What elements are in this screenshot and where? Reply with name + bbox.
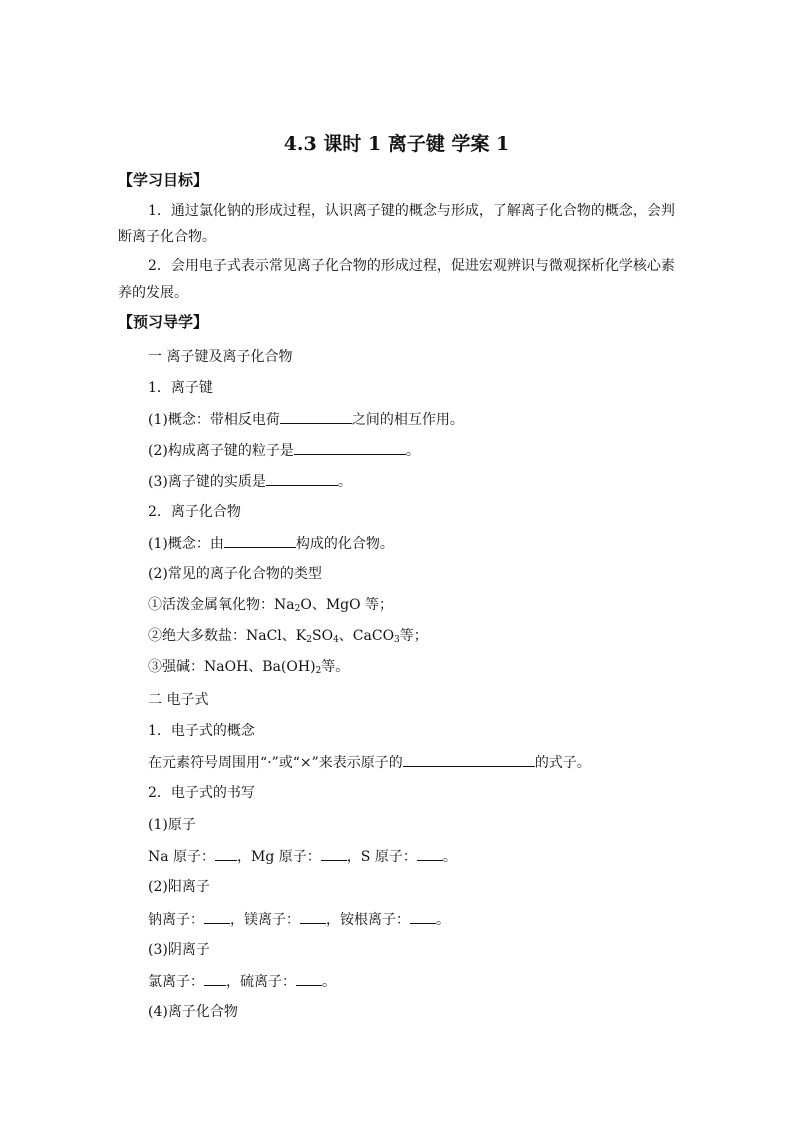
type-3-text-a: ③强碱：NaOH、Ba(OH): [148, 659, 316, 675]
question-5: (2)常见的离子化合物的类型: [148, 566, 322, 582]
type-2-text-b: SO: [311, 628, 334, 644]
cation-text-c: ，铵根离子：: [326, 912, 410, 928]
subscript: 4: [333, 635, 339, 645]
question-2-text-a: (2)构成离子键的粒子是: [148, 443, 294, 459]
answer-blank[interactable]: [296, 971, 322, 986]
type-1-text-a: ①活泼金属氧化物：Na: [148, 597, 295, 613]
atom-line: [148, 846, 708, 867]
type-3: [148, 657, 708, 677]
question-2-text-b: 。: [405, 443, 420, 459]
subscript: 2: [306, 635, 312, 645]
answer-blank[interactable]: [204, 909, 230, 924]
cation-line: [148, 909, 708, 930]
type-1-text-b: O、MgO 等；: [300, 597, 394, 613]
part2-sub2: 2．电子式的书写: [148, 785, 255, 801]
preview-heading: 【预习导学】: [118, 313, 209, 331]
question-2: [148, 440, 708, 461]
anion-text-c: 。: [322, 974, 336, 990]
anion-line: [148, 971, 708, 992]
answer-blank[interactable]: [300, 909, 326, 924]
definition-text-b: 的式子。: [534, 755, 591, 771]
cation-text-b: ，镁离子：: [230, 912, 300, 928]
part1-title: 一 离子键及离子化合物: [148, 349, 293, 365]
objective-1-line-1: 1．通过氯化钠的形成过程，认识离子键的概念与形成，了解离子化合物的概念，会判: [148, 203, 675, 219]
question-1-text-a: (1)概念：带相反电荷: [148, 412, 280, 428]
question-1-text-b: 之间的相互作用。: [351, 412, 464, 428]
compound-heading: (4)离子化合物: [148, 1004, 238, 1020]
definition-text-a: 在元素符号周围用“·”或“×”来表示原子的: [148, 755, 403, 771]
answer-blank[interactable]: [403, 752, 535, 767]
type-2-text-a: ②绝大多数盐：NaCl、K: [148, 628, 307, 644]
answer-blank[interactable]: [294, 440, 406, 455]
answer-blank[interactable]: [410, 909, 436, 924]
part1-sub1: 1．离子键: [148, 380, 213, 396]
answer-blank[interactable]: [215, 846, 237, 861]
subscript: 3: [394, 635, 400, 645]
question-4: [148, 533, 708, 554]
atom-text-d: 。: [442, 849, 457, 865]
type-1: [148, 595, 708, 615]
anion-text-a: 氯离子：: [148, 974, 204, 990]
question-3-text-a: (3)离子键的实质是: [148, 474, 266, 490]
type-2: [148, 626, 708, 646]
part2-title: 二 电子式: [148, 692, 209, 708]
cation-text-a: 钠离子：: [148, 912, 204, 928]
answer-blank[interactable]: [321, 846, 347, 861]
atom-text-b: ，Mg 原子：: [237, 849, 321, 865]
cation-heading: (2)阳离子: [148, 879, 210, 895]
question-1: [148, 409, 708, 430]
answer-blank[interactable]: [204, 971, 226, 986]
answer-blank[interactable]: [224, 533, 296, 548]
part1-sub2: 2．离子化合物: [148, 504, 241, 520]
electron-formula-definition: [148, 752, 708, 773]
subscript: 2: [294, 604, 301, 614]
cation-text-d: 。: [436, 912, 450, 928]
question-3: [148, 471, 708, 492]
anion-heading: (3)阴离子: [148, 942, 210, 958]
type-2-text-d: 等；: [399, 628, 428, 644]
objectives-heading: 【学习目标】: [118, 171, 209, 189]
answer-blank[interactable]: [417, 846, 443, 861]
part2-sub1: 1．电子式的概念: [148, 723, 255, 739]
atom-heading: (1)原子: [148, 817, 196, 833]
anion-text-b: ，硫离子：: [226, 974, 296, 990]
question-4-text-b: 构成的化合物。: [295, 536, 394, 552]
subscript: 2: [315, 666, 322, 676]
answer-blank[interactable]: [266, 471, 338, 486]
objective-1-line-2: 断离子化合物。: [118, 229, 216, 245]
page-title: 4.3 课时 1 离子键 学案 1: [283, 133, 510, 155]
objective-2-line-2: 养的发展。: [118, 285, 188, 301]
answer-blank[interactable]: [280, 409, 352, 424]
question-3-text-b: 。: [337, 474, 352, 490]
objective-2-line-1: 2．会用电子式表示常见离子化合物的形成过程，促进宏观辨识与微观探析化学核心素: [148, 258, 675, 274]
atom-text-c: ，S 原子：: [346, 849, 417, 865]
type-3-text-b: 等。: [321, 659, 350, 675]
type-2-text-c: 、CaCO: [338, 628, 395, 644]
question-4-text-a: (1)概念：由: [148, 536, 224, 552]
atom-text-a: Na 原子：: [148, 849, 216, 865]
